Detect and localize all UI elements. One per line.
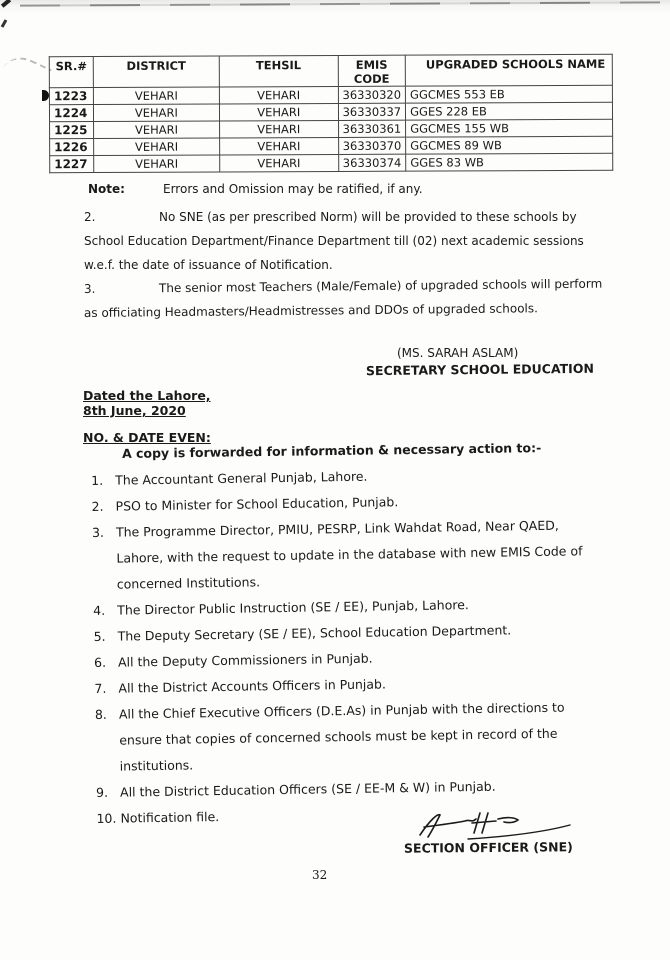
list-number: 4.	[93, 602, 106, 618]
dated-block	[83, 388, 211, 418]
cell-school-name: GGES 228 EB	[406, 102, 613, 120]
list-text: The Programme Director, PMIU, PESRP, Link Wahdat Road, Near QAED, Lahore, with the request to update in the database with new EMIS Code of concerned Institutions.	[115, 517, 583, 592]
header-tehsil: TEHSIL	[219, 55, 338, 87]
no-and-date-heading: NO. & DATE EVEN:	[83, 430, 211, 445]
cell-sr: 1227	[50, 156, 94, 173]
cell-school-name: GGES 83 WB	[406, 153, 613, 171]
cell-tehsil: VEHARI	[220, 154, 339, 172]
list-item	[95, 694, 596, 780]
scan-mark	[1, 19, 8, 27]
list-number: 8.	[94, 706, 107, 722]
copy-forwarded-heading: A copy is forwarded for information & necessary action to:-	[121, 440, 542, 461]
upgraded-schools-table	[49, 54, 614, 173]
cell-district: VEHARI	[93, 104, 219, 122]
cell-sr: 1223	[49, 88, 93, 105]
paragraph-2-line-2: School Education Department/Finance Department till (02) next academic sessions	[84, 234, 584, 248]
section-officer-title: SECTION OFFICER (SNE)	[403, 839, 573, 856]
list-text: The Accountant General Punjab, Lahore.	[115, 468, 368, 488]
cell-emis: 36330374	[338, 154, 406, 171]
list-number: 10.	[96, 810, 117, 826]
header-school-name: UPGRADED SCHOOLS NAME	[405, 54, 612, 86]
cell-sr: 1224	[49, 105, 93, 122]
paragraph-3-line-2: as officiating Headmasters/Headmistresses and DDOs of upgraded schools.	[83, 301, 538, 320]
list-text: All the Deputy Commissioners in Punjab.	[117, 650, 373, 670]
cell-tehsil: VEHARI	[219, 103, 338, 121]
list-item	[92, 512, 593, 598]
cell-school-name: GGCMES 89 WB	[406, 136, 613, 154]
cell-tehsil: VEHARI	[219, 86, 338, 104]
cell-sr: 1225	[50, 122, 94, 139]
list-number: 3.	[91, 524, 105, 540]
list-text: The Deputy Secretary (SE / EE), School Education Department.	[117, 622, 512, 644]
paragraph-3-line-1	[84, 277, 602, 296]
list-text: All the District Education Officers (SE / EE-M & W) in Punjab.	[119, 778, 496, 800]
header-sr: SR.#	[49, 57, 93, 88]
list-text: The Director Public Instruction (SE / EE), Punjab, Lahore.	[117, 597, 469, 618]
cell-school-name: GGCMES 553 EB	[406, 85, 613, 103]
cell-district: VEHARI	[94, 138, 220, 156]
page-number: 32	[312, 868, 328, 882]
list-number: 9.	[95, 784, 109, 800]
list-text: PSO to Minister for School Education, Punjab.	[115, 494, 399, 514]
table-header-row	[49, 54, 612, 87]
paragraph-2-line-1	[84, 210, 577, 224]
list-number: 1.	[91, 472, 104, 488]
cell-district: VEHARI	[93, 87, 219, 105]
list-text: All the District Accounts Officers in Punjab.	[118, 676, 387, 696]
note-label: Note:	[88, 182, 125, 196]
cell-emis: 36330361	[338, 120, 406, 137]
cell-emis: 36330320	[338, 86, 406, 103]
paragraph-text: No SNE (as per prescribed Norm) will be provided to these schools by	[159, 210, 577, 224]
cell-district: VEHARI	[94, 121, 220, 139]
dated-place: Dated the Lahore,	[83, 388, 211, 403]
dated-date: 8th June, 2020	[83, 403, 186, 418]
cell-tehsil: VEHARI	[219, 120, 338, 138]
cell-emis: 36330370	[338, 137, 406, 154]
signatory-name: (MS. SARAH ASLAM)	[397, 346, 519, 360]
table-row	[50, 153, 613, 172]
cell-school-name: GGCMES 155 WB	[406, 119, 613, 137]
paragraph-text: The senior most Teachers (Male/Female) of upgraded schools will perform	[158, 276, 603, 296]
list-text: Notification file.	[120, 809, 220, 826]
paragraph-number: 2.	[84, 210, 96, 224]
cell-district: VEHARI	[94, 155, 220, 173]
header-emis: EMIS CODE	[338, 55, 406, 86]
list-text: All the Chief Executive Officers (D.E.As) in Punjab with the directions to ensure that copies of concerned schools must be kept in record of the institutions.	[118, 699, 565, 774]
distribution-list	[91, 460, 597, 832]
list-number: 5.	[93, 628, 106, 644]
paragraph-number: 3.	[83, 281, 96, 296]
list-number: 7.	[94, 680, 107, 696]
list-number: 6.	[93, 654, 107, 670]
paragraph-2-line-3: w.e.f. the date of issuance of Notification.	[84, 258, 333, 272]
signatory-title: SECRETARY SCHOOL EDUCATION	[365, 360, 594, 379]
note-paragraph	[88, 182, 423, 196]
note-text: Errors and Omission may be ratified, if any.	[163, 182, 423, 196]
list-number: 2.	[91, 498, 104, 514]
cell-tehsil: VEHARI	[219, 137, 338, 155]
header-district: DISTRICT	[93, 56, 219, 88]
cell-emis: 36330337	[338, 103, 406, 120]
cell-sr: 1226	[50, 139, 94, 156]
